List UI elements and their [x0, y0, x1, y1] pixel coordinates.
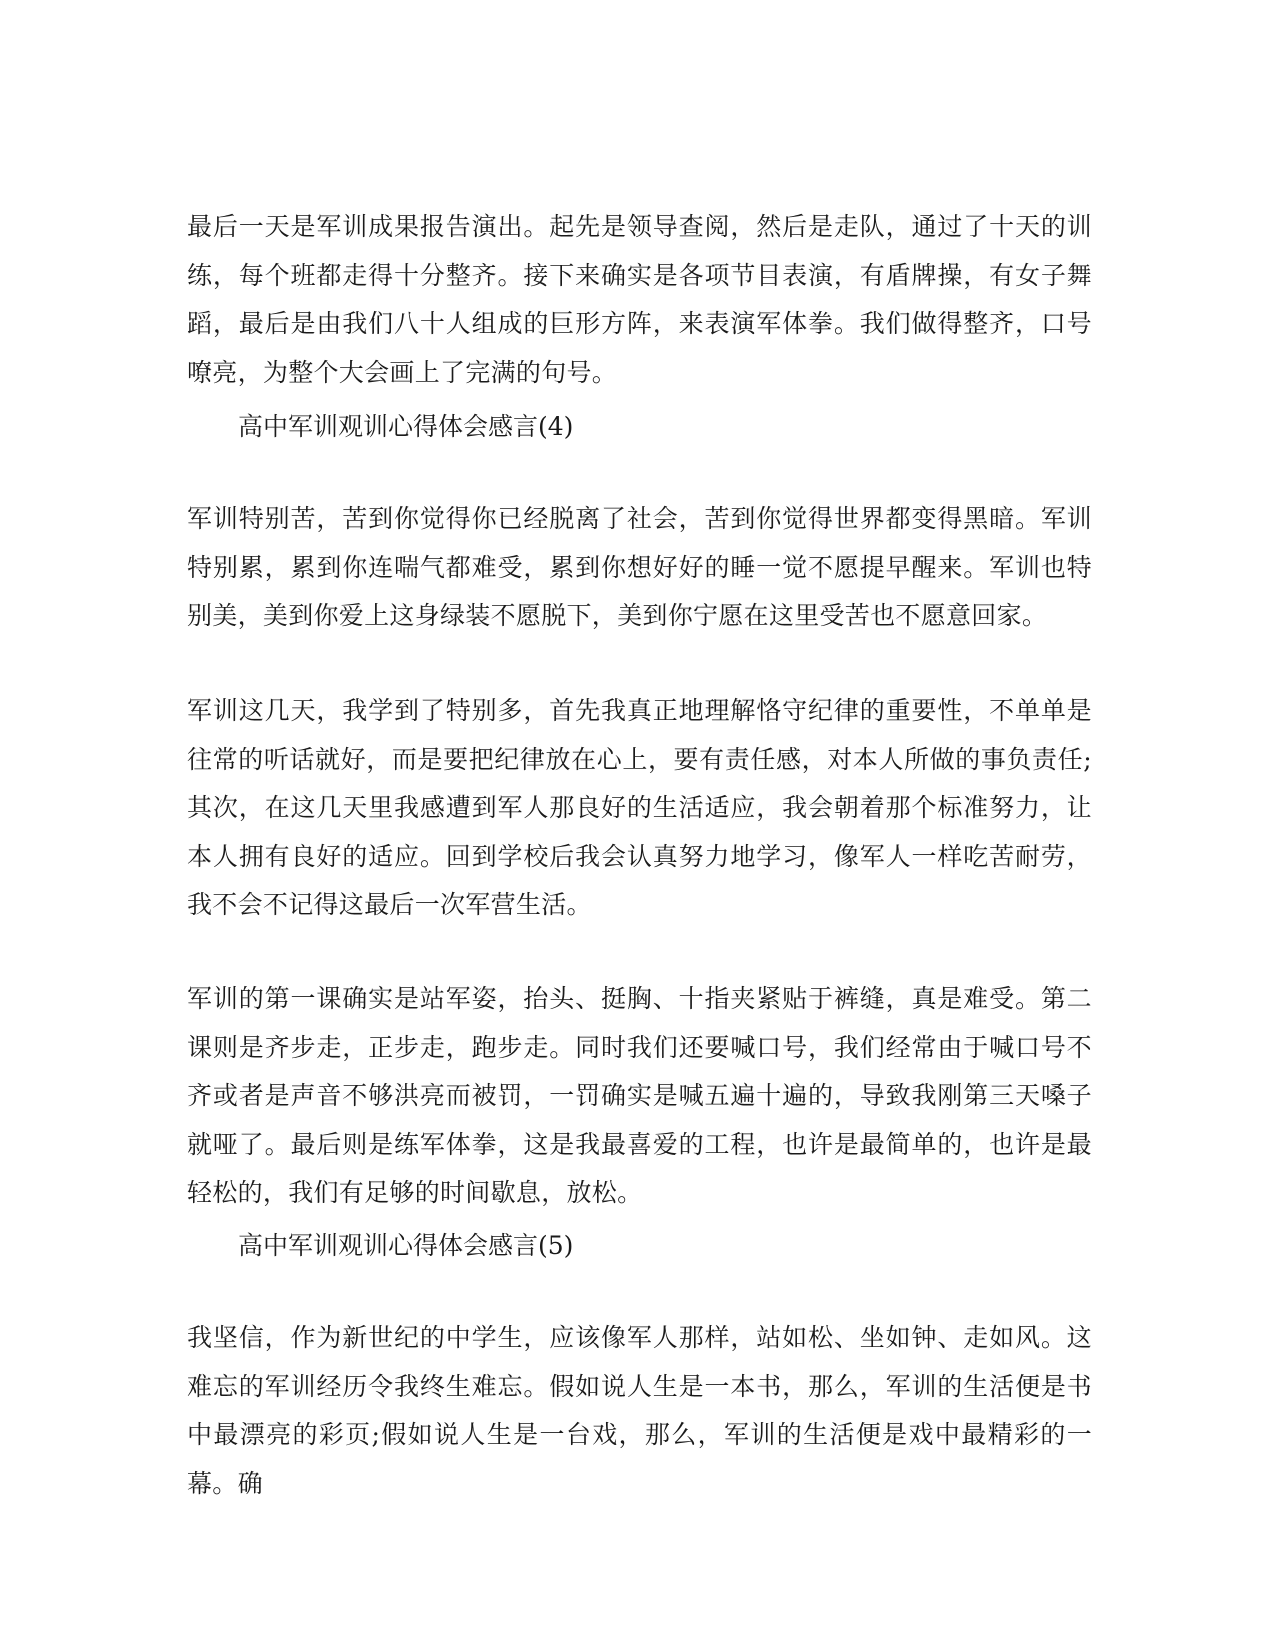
section-heading-4: 高中军训观训心得体会感言(4) [238, 412, 574, 441]
paragraph-4: 军训的第一课确实是站军姿，抬头、挺胸、十指夹紧贴于裤缝，真是难受。第二课则是齐步走，正步走，跑步走。同时我们还要喊口号，我们经常由于喊口号不齐或者是声音不够洪亮而被罚，一罚确实是喊五遍十遍的，导致我刚第三天嗓子就哑了。最后则是练军体拳，这是我最喜爱的工程，也许是最简单的，也许是最轻松的，我们有足够的时间歇息，放松。 [187, 984, 1092, 1207]
paragraph-1: 最后一天是军训成果报告演出。起先是领导查阅，然后是走队，通过了十天的训练，每个班都走得十分整齐。接下来确实是各项节目表演，有盾牌操，有女子舞蹈，最后是由我们八十人组成的巨形方阵，来表演军体拳。我们做得整齐，口号嘹亮，为整个大会画上了完满的句号。 [187, 212, 1092, 387]
paragraph-3: 军训这几天，我学到了特别多，首先我真正地理解恪守纪律的重要性，不单单是往常的听话就好，而是要把纪律放在心上，要有责任感，对本人所做的事负责任;其次，在这几天里我感遭到军人那良好的生活适应，我会朝着那个标准努力，让本人拥有良好的适应。回到学校后我会认真努力地学习，像军人一样吃苦耐劳，我不会不记得这最后一次军营生活。 [187, 696, 1092, 919]
section-heading-5: 高中军训观训心得体会感言(5) [238, 1231, 574, 1260]
paragraph-5: 我坚信，作为新世纪的中学生，应该像军人那样，站如松、坐如钟、走如风。这难忘的军训经历令我终生难忘。假如说人生是一本书，那么，军训的生活便是书中最漂亮的彩页;假如说人生是一台戏，那么，军训的生活便是戏中最精彩的一幕。确 [187, 1323, 1092, 1498]
paragraph-2: 军训特别苦，苦到你觉得你已经脱离了社会，苦到你觉得世界都变得黑暗。军训特别累，累到你连喘气都难受，累到你想好好的睡一觉不愿提早醒来。军训也特别美，美到你爱上这身绿装不愿脱下，美到你宁愿在这里受苦也不愿意回家。 [187, 504, 1092, 630]
